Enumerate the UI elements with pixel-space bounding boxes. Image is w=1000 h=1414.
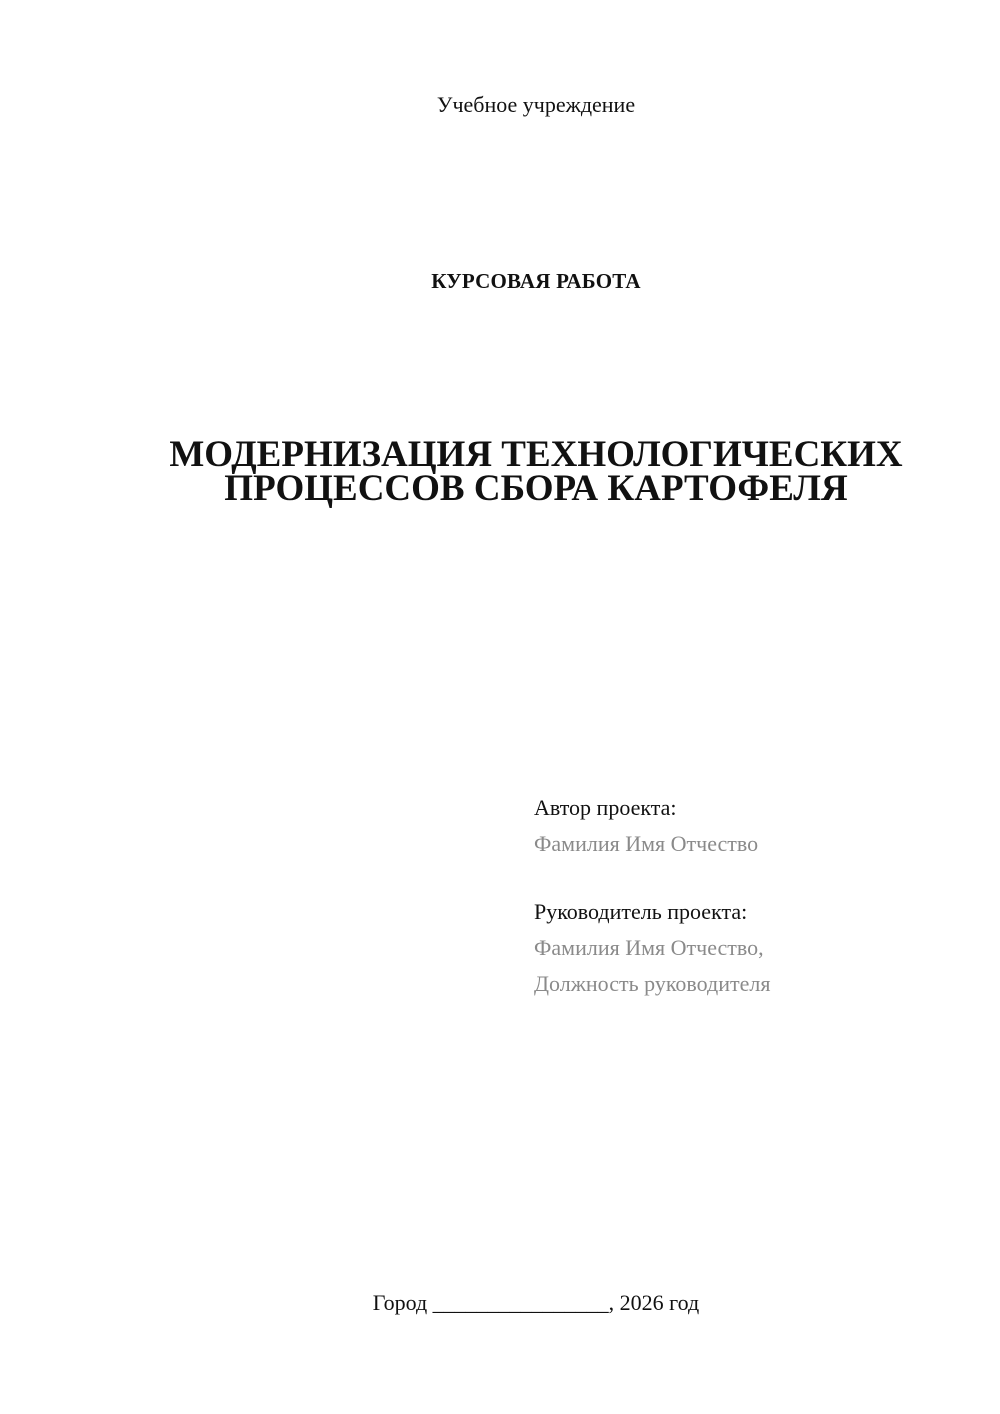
supervisor-position: Должность руководителя — [534, 971, 771, 996]
work-title-line-1: МОДЕРНИЗАЦИЯ ТЕХНОЛОГИЧЕСКИХ — [169, 434, 903, 475]
document-type: КУРСОВАЯ РАБОТА — [431, 269, 641, 293]
supervisor-name: Фамилия Имя Отчество, — [534, 935, 764, 960]
institution-name: Учебное учреждение — [436, 92, 636, 117]
author-label: Автор проекта: — [534, 795, 677, 820]
project-credits — [534, 790, 974, 1002]
author-name: Фамилия Имя Отчество — [534, 831, 759, 856]
work-title — [100, 434, 972, 509]
city-year-footer: Город ________________, 2026 год — [372, 1290, 700, 1315]
work-title-line-2: ПРОЦЕССОВ СБОРА КАРТОФЕЛЯ — [224, 468, 848, 509]
supervisor-label: Руководитель проекта: — [534, 899, 748, 924]
